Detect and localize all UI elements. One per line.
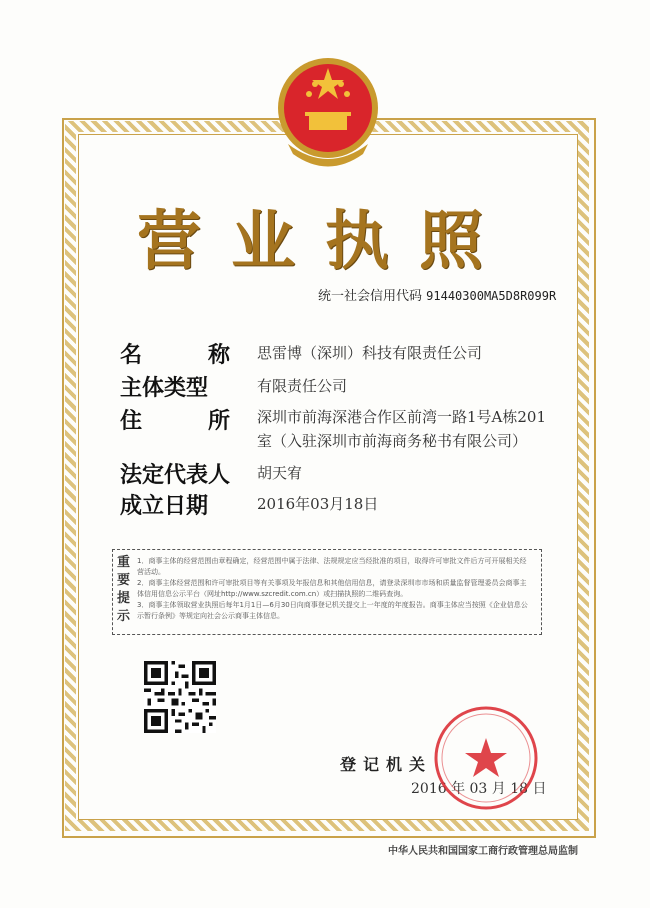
national-emblem-icon <box>273 54 383 172</box>
field-value: 思雷博（深圳）科技有限责任公司 <box>257 344 483 362</box>
credit-code-value: 91440300MA5D8R099R <box>426 289 557 303</box>
important-notice-box <box>112 549 542 635</box>
field-value: 2016年03月18日 <box>257 495 379 513</box>
field-value: 有限责任公司 <box>257 377 348 395</box>
notice-heading: 重要提示 <box>117 555 131 624</box>
field-value: 胡天宥 <box>257 464 303 482</box>
field-label: 法定代表人 <box>120 462 231 488</box>
qr-code-icon <box>144 661 216 733</box>
official-seal-icon <box>432 704 540 812</box>
notice-line: 3．商事主体领取营业执照后每年1月1日—6月30日向商事登记机关提交上一年度的年度报告。商事主体应当按照《企业信息公示暂行条例》等规定向社会公示商事主体信息。 <box>137 601 528 620</box>
issue-date: 2016 年 03 月 18 日 <box>411 781 547 797</box>
field-label: 住 所 <box>120 408 231 434</box>
notice-line: 1．商事主体的经营范围由章程确定，经营范围中属于法律、法规规定应当经批准的项目，取得许可审批文件后方可开展相关经营活动。 <box>137 557 527 576</box>
field-label: 成立日期 <box>120 493 209 519</box>
credit-code-label: 统一社会信用代码 <box>318 289 423 304</box>
notice-line: 2．商事主体经营范围和许可审批项目等有关事项及年报信息和其他信用信息，请登录深圳市市场和质量监督管理委员会商事主体信用信息公示平台（网址http://www.szcredit.com.cn）或扫描执照的二维码查询。 <box>137 579 527 598</box>
credit-code <box>318 285 556 304</box>
field-label: 名 称 <box>120 342 231 368</box>
document-title: 营业执照 <box>137 204 513 279</box>
notice-body <box>137 556 532 622</box>
registration-authority: 登记机关 <box>340 755 433 774</box>
field-label: 主体类型 <box>120 375 209 401</box>
supervision-footer: 中华人民共和国国家工商行政管理总局监制 <box>388 846 578 857</box>
field-value: 深圳市前海深港合作区前湾一路1号A栋201室（入驻深圳市前海商务秘书有限公司） <box>257 408 547 450</box>
